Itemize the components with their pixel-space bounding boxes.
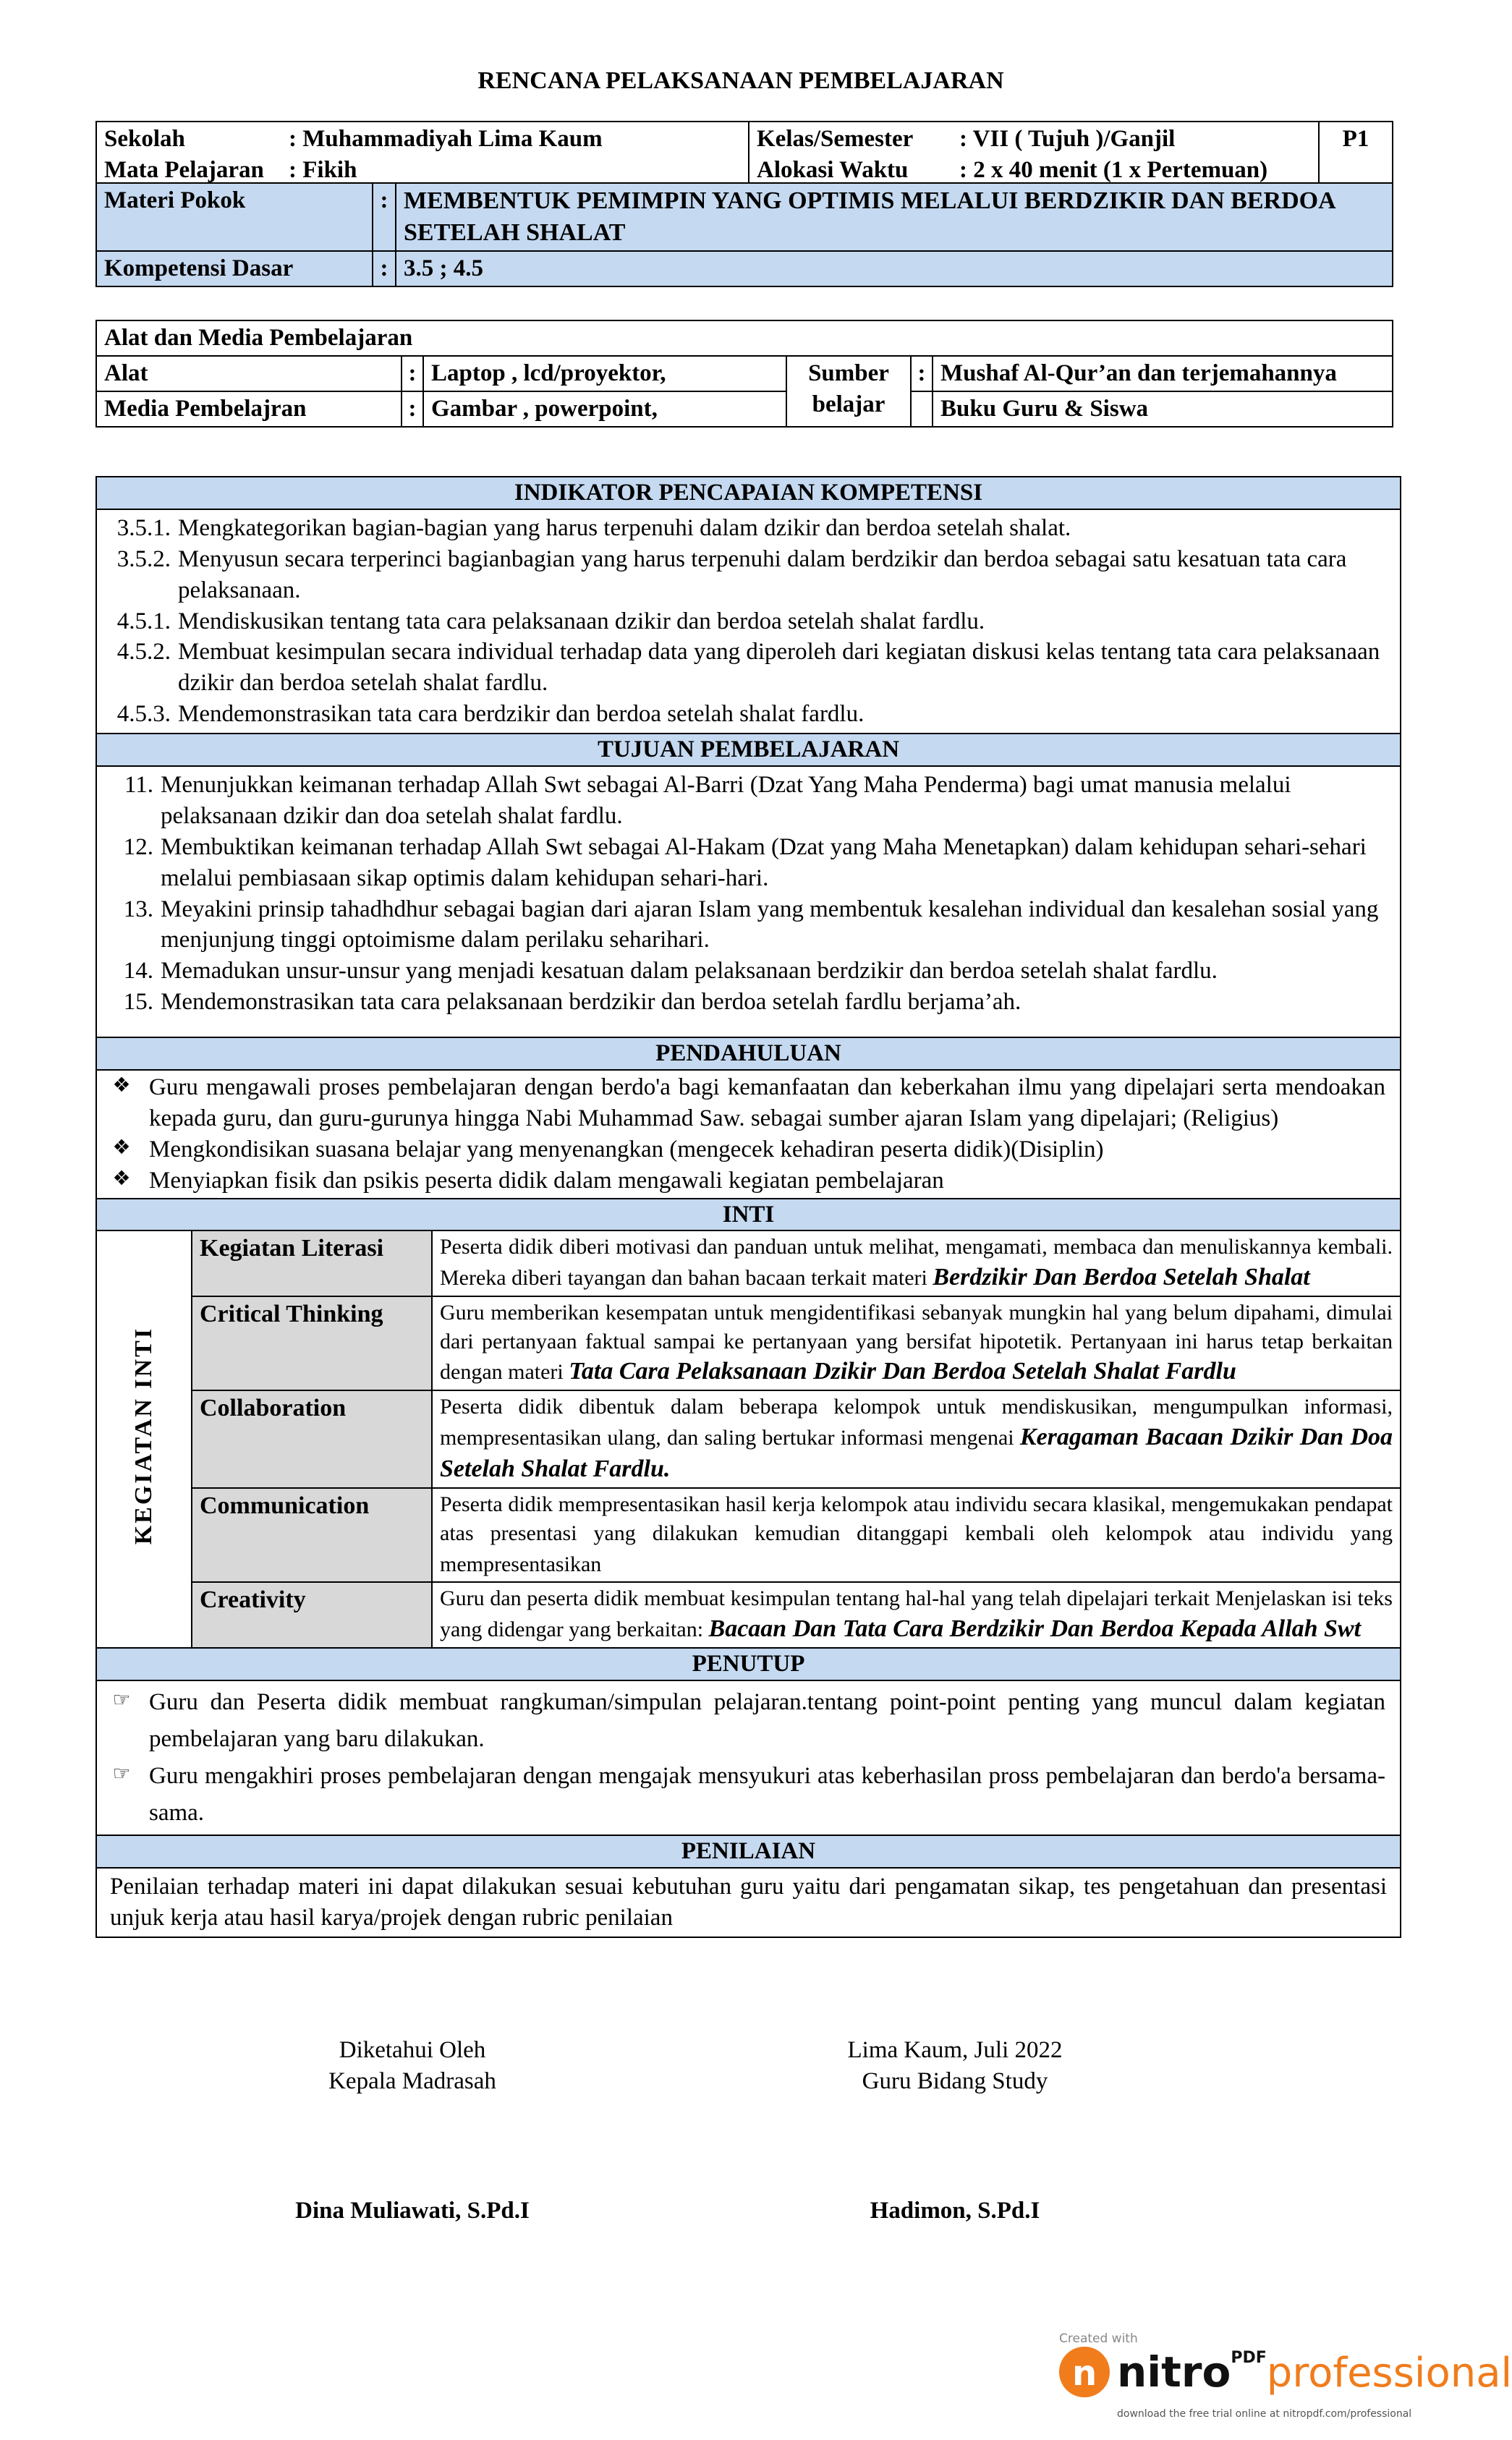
inti-row: [97, 1582, 1400, 1646]
kd-value: 3.5 ; 4.5: [396, 251, 1393, 286]
list-item: [104, 637, 1393, 699]
list-item: [101, 1134, 1385, 1165]
inti-row: [97, 1231, 1400, 1296]
media-value: Gambar , powerpoint,: [423, 391, 786, 427]
sekolah-value: : Muhammadiyah Lima Kaum: [289, 126, 603, 152]
inti-side-label: KEGIATAN INTI: [129, 1326, 157, 1545]
inti-activity-label: Kegiatan Literasi: [192, 1231, 432, 1296]
penutup-body: [96, 1680, 1401, 1836]
sig-left-line2: Kepala Madrasah: [328, 2067, 496, 2094]
inti-activity-text: [432, 1488, 1400, 1582]
school-cell: [96, 122, 749, 188]
activity-description: Peserta didik dibentuk dalam beberapa kelompok untuk mendiskusikan, mengumpulkan informasi, mempresentasikan ulang, dan saling bertukar informasi mengenai: [440, 1395, 1393, 1450]
alat-colon: :: [402, 356, 423, 391]
materi-value: MEMBENTUK PEMIMPIN YANG OPTIMIS MELALUI BERDZIKIR DAN BERDOA SETELAH SHALAT: [396, 183, 1393, 251]
item-text: Menyusun secara terperinci bagianbagian yang harus terpenuhi dalam berdzikir dan berdoa sebagai satu kesatuan tata cara pelaksanaan.: [178, 545, 1347, 603]
sumber-colon: :: [911, 356, 933, 391]
nitro-logo-icon: [1059, 2347, 1110, 2397]
inti-activity-text: [432, 1582, 1400, 1646]
sig-right-line1: Lima Kaum, Juli 2022: [847, 2037, 1063, 2063]
brand-sup: PDF: [1231, 2349, 1267, 2367]
activity-description: Peserta didik mempresentasikan hasil kerja kelompok atau individu secara klasikal, mengemukakan pendapat atas presentasi yang dilakukan kemudian ditanggapi kembali oleh kelompok atau individu yang mempresentasikan: [440, 1492, 1393, 1576]
materi-label: Materi Pokok: [96, 183, 373, 251]
alokasi-label: Alokasi Waktu: [757, 156, 909, 183]
indikator-header: INDIKATOR PENCAPAIAN KOMPETENSI: [96, 477, 1401, 509]
list-item: [104, 770, 1393, 832]
item-marker: 3.5.1.: [116, 514, 171, 541]
list-item: [104, 956, 1393, 987]
penilaian-text: Penilaian terhadap materi ini dapat dilakukan sesuai kebutuhan guru yaitu dari pengamatan sikap, tes pengetahuan dan presentasi unjuk kerja atau hasil karya/projek dengan rubric penilaian: [96, 1868, 1401, 1937]
item-marker: 11.: [124, 772, 153, 799]
indikator-list: [104, 513, 1393, 730]
sig-right-name: Hadimon, S.Pd.I: [870, 2198, 1040, 2224]
penutup-header: PENUTUP: [96, 1648, 1401, 1680]
brand-name: nitro: [1117, 2347, 1231, 2397]
list-item: [104, 987, 1393, 1018]
item-text: Mengkondisikan suasana belajar yang menyenangkan (mengecek kehadiran peserta didik)(Disiplin): [149, 1136, 1104, 1162]
item-marker: 13.: [123, 896, 153, 922]
item-text: Mendemonstrasikan tata cara berdzikir dan berdoa setelah shalat fardlu.: [178, 701, 865, 728]
inti-row: [97, 1488, 1400, 1582]
list-item: [101, 1684, 1385, 1758]
brand-suffix: professional: [1266, 2350, 1512, 2397]
item-text: Menunjukkan keimanan terhadap Allah Swt sebagai Al-Barri (Dzat Yang Maha Penderma) bagi umat manusia melalui pelaksanaan dzikir dan doa setelah shalat fardlu.: [161, 772, 1291, 829]
media-colon: :: [402, 391, 423, 427]
sumber-value-1: Mushaf Al-Qur’an dan terjemahannya: [933, 356, 1393, 391]
indikator-body: [96, 509, 1401, 734]
watermark-download: download the free trial online at nitropdf.com/professional: [1117, 2408, 1412, 2420]
alat-table: [95, 320, 1393, 428]
item-marker: 15.: [123, 989, 153, 1016]
activity-material: Keragaman Bacaan Dzikir Dan Doa Setelah Shalat Fardlu.: [440, 1423, 1393, 1483]
item-text: Membuktikan keimanan terhadap Allah Swt sebagai Al-Hakam (Dzat yang Maha Menetapkan) dalam kehidupan sehari-sehari melalui pembiasaan sikap optimis dalam kehidupan sehari-hari.: [161, 833, 1367, 891]
item-text: Meyakini prinsip tahadhdhur sebagai bagian dari ajaran Islam yang membentuk kesalehan individual dan kesalehan sosial yang menjunjung tinggi optoimisme dalam perilaku seharihari.: [161, 896, 1379, 953]
inti-header: INTI: [96, 1199, 1401, 1231]
pendahuluan-body: [96, 1070, 1401, 1199]
kd-label: Kompetensi Dasar: [96, 251, 373, 286]
inti-activity-text: [432, 1231, 1400, 1296]
activity-material: Berdzikir Dan Berdoa Setelah Shalat: [933, 1264, 1310, 1291]
penutup-list: [101, 1684, 1385, 1832]
inti-body: [96, 1230, 1401, 1647]
list-item: [104, 832, 1393, 894]
item-marker: 3.5.2.: [116, 545, 171, 572]
watermark-brand: [1117, 2345, 1512, 2400]
nitro-watermark: [1059, 2331, 1512, 2439]
sekolah-label: Sekolah: [104, 126, 185, 152]
item-text: Guru mengawali proses pembelajaran dengan berdo'a bagi kemanfaatan dan keberkahan ilmu yang dipelajari serta mendoakan kepada guru, dan guru-gurunya hingga Nabi Muhammad Saw. sebagai sumber ajaran Islam yang dipelajari; (Religius): [149, 1074, 1385, 1131]
kelas-value: : VII ( Tujuh )/Ganjil: [959, 126, 1176, 152]
activity-description: Guru dan peserta didik membuat kesimpulan tentang hal-hal yang telah dipelajari terkait Menjelaskan isi teks yang didengar yang berkaitan:: [440, 1586, 1393, 1642]
inti-row: [97, 1390, 1400, 1488]
item-marker: ☞: [112, 1761, 131, 1786]
inti-activity-text: [432, 1390, 1400, 1488]
media-label: Media Pembelajran: [96, 391, 402, 427]
nitro-logo-letter: n: [1072, 2353, 1097, 2394]
item-text: Membuat kesimpulan secara individual terhadap data yang diperoleh dari kegiatan diskusi kelas tentang tata cara pelaksanaan dzikir dan berdoa setelah shalat fardlu.: [178, 639, 1380, 697]
kelas-label: Kelas/Semester: [757, 126, 914, 152]
pendahuluan-header: PENDAHULUAN: [96, 1037, 1401, 1070]
inti-activity-label: Creativity: [192, 1582, 432, 1646]
signature-right: [810, 2035, 1100, 2097]
item-text: Memadukan unsur-unsur yang menjadi kesatuan dalam pelaksanaan berdzikir dan berdoa setelah shalat fardlu.: [161, 958, 1218, 985]
item-marker: ❖: [112, 1073, 131, 1097]
sumber-colon-empty: [911, 391, 933, 427]
alat-header: Alat dan Media Pembelajaran: [96, 320, 1393, 356]
item-text: Guru mengakhiri proses pembelajaran dengan mengajak mensyukuri atas keberhasilan pross pembelajaran dan berdo'a bersama-sama.: [149, 1763, 1385, 1827]
sig-left-line1: Diketahui Oleh: [339, 2037, 486, 2063]
sig-left-name: Dina Muliawati, S.Pd.I: [295, 2198, 530, 2224]
materi-colon: :: [373, 183, 396, 251]
inti-row: [97, 1296, 1400, 1390]
sumber-label: Sumber belajar: [786, 356, 911, 427]
list-item: [101, 1758, 1385, 1832]
item-marker: ❖: [112, 1165, 131, 1190]
item-marker: 4.5.1.: [116, 608, 171, 634]
inti-activity-label: Critical Thinking: [192, 1296, 432, 1390]
inti-activity-label: Collaboration: [192, 1390, 432, 1488]
list-item: [101, 1165, 1385, 1196]
main-table: [95, 476, 1401, 1938]
alokasi-value: : 2 x 40 menit (1 x Pertemuan): [959, 156, 1268, 183]
item-text: Guru dan Peserta didik membuat rangkuman/simpulan pelajaran.tentang point-point penting yang muncul dalam kegiatan pembelajaran yang baru dilakukan.: [149, 1688, 1385, 1752]
item-text: Mendiskusikan tentang tata cara pelaksanaan dzikir dan berdoa setelah shalat fardlu.: [178, 608, 985, 634]
list-item: [101, 1072, 1385, 1134]
kd-colon: :: [373, 251, 396, 286]
activity-material: Bacaan Dan Tata Cara Berdzikir Dan Berdoa Kepada Allah Swt: [708, 1615, 1362, 1643]
item-marker: ☞: [112, 1687, 131, 1712]
item-text: Mengkategorikan bagian-bagian yang harus terpenuhi dalam dzikir dan berdoa setelah shalat.: [178, 514, 1071, 541]
activity-material: Tata Cara Pelaksanaan Dzikir Dan Berdoa Setelah Shalat Fardlu: [569, 1358, 1236, 1385]
tujuan-header: TUJUAN PEMBELAJARAN: [96, 734, 1401, 766]
activity-description: Peserta didik diberi motivasi dan panduan untuk melihat, mengamati, membaca dan menuliskannya kembali. Mereka diberi tayangan dan bahan bacaan terkait materi: [440, 1235, 1393, 1291]
mapel-value: : Fikih: [289, 156, 357, 183]
pendahuluan-list: [101, 1072, 1385, 1196]
activity-description: Guru memberikan kesempatan untuk mengidentifikasi sebanyak mungkin hal yang belum dipahami, dimulai dari pertanyaan faktual sampai ke pertanyaan yang bersifat hipotetik. Pertanyaan ini harus tetap berkaitan dengan materi: [440, 1300, 1393, 1385]
inti-table: [97, 1231, 1400, 1646]
list-item: [104, 894, 1393, 956]
item-text: Menyiapkan fisik dan psikis peserta didik dalam mengawali kegiatan pembelajaran: [149, 1167, 944, 1194]
signature-left: [275, 2035, 550, 2097]
info-table: [95, 121, 1393, 189]
inti-activity-text: [432, 1296, 1400, 1390]
tujuan-body: [96, 766, 1401, 1037]
list-item: [104, 606, 1393, 637]
tujuan-list: [104, 770, 1393, 1018]
item-marker: 12.: [123, 833, 153, 860]
list-item: [104, 699, 1393, 730]
document-title: RENCANA PELAKSANAAN PEMBELAJARAN: [477, 67, 1004, 94]
list-item: [104, 544, 1393, 606]
watermark-created: Created with: [1059, 2331, 1138, 2346]
materi-table: [95, 182, 1393, 287]
sig-right-line2: Guru Bidang Study: [862, 2067, 1048, 2094]
inti-activity-label: Communication: [192, 1488, 432, 1582]
item-text: Mendemonstrasikan tata cara pelaksanaan berdzikir dan berdoa setelah fardlu berjama’ah.: [161, 989, 1022, 1016]
item-marker: 4.5.3.: [116, 701, 171, 728]
alat-label: Alat: [96, 356, 402, 391]
sumber-value-2: Buku Guru & Siswa: [933, 391, 1393, 427]
alat-value: Laptop , lcd/proyektor,: [423, 356, 786, 391]
list-item: [104, 513, 1393, 544]
code-cell: P1: [1319, 122, 1393, 188]
class-cell: [749, 122, 1319, 188]
item-marker: ❖: [112, 1134, 131, 1159]
item-marker: 14.: [123, 958, 153, 985]
mapel-label: Mata Pelajaran: [104, 156, 264, 183]
item-marker: 4.5.2.: [116, 639, 171, 666]
inti-side-cell: [97, 1231, 192, 1646]
penilaian-header: PENILAIAN: [96, 1835, 1401, 1868]
